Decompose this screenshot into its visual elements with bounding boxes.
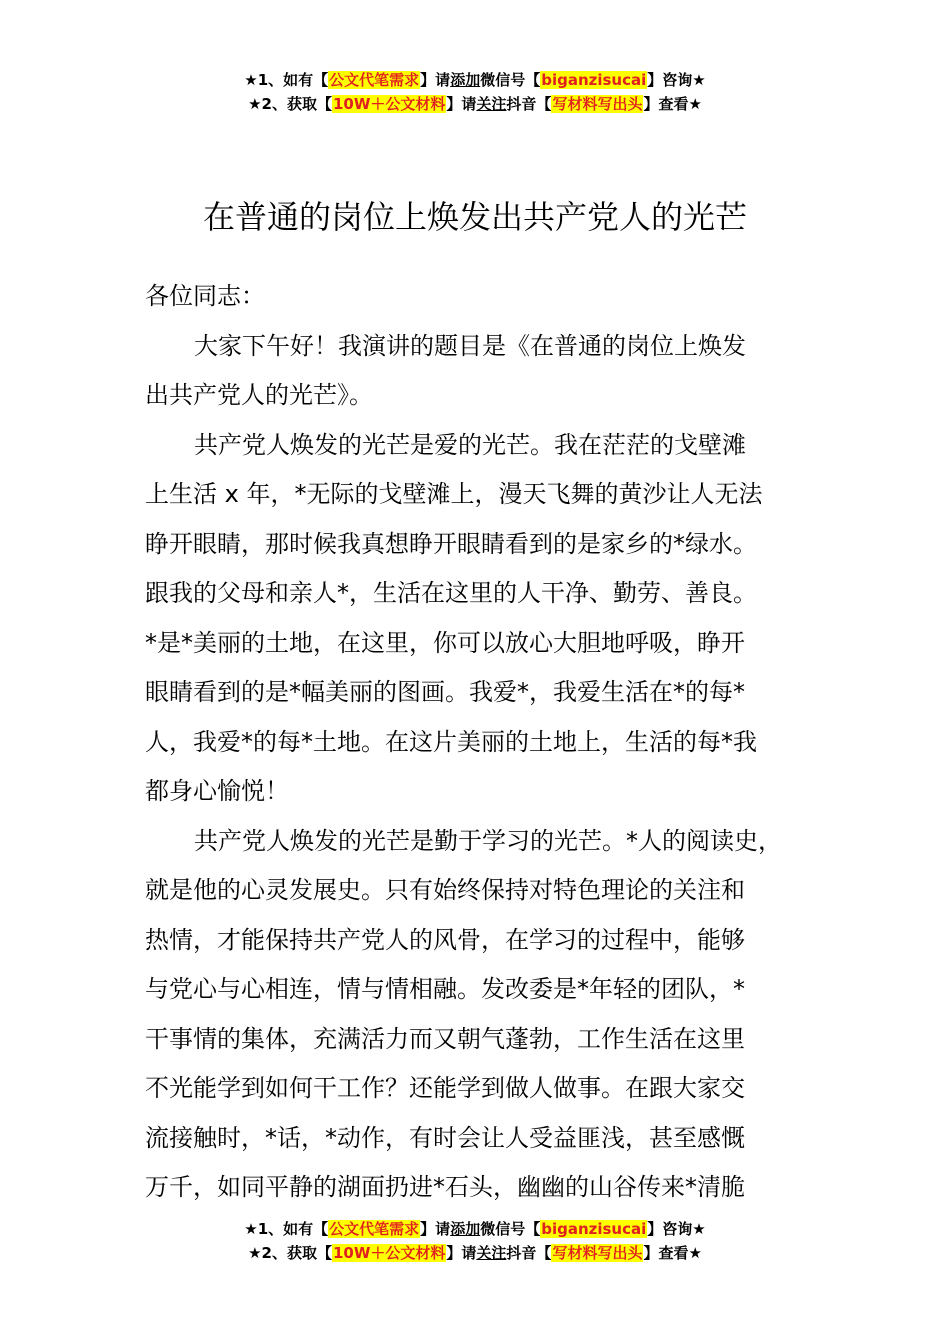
paragraph-line: 出共产党人的光芒》。	[145, 381, 373, 409]
paragraph-line: 万千，如同平静的湖面扔进*石头，幽幽的山谷传来*清脆	[145, 1173, 745, 1201]
promo-line-2	[0, 1241, 950, 1265]
promo-highlight: 写材料写出头	[552, 1244, 643, 1262]
paragraph-line: 人，我爱*的每*土地。在这片美丽的土地上，生活的每*我	[145, 727, 757, 756]
paragraph-line: 跟我的父母和亲人*，生活在这里的人干净、勤劳、善良。	[145, 579, 757, 607]
promo-text: 抖音【	[506, 1244, 552, 1262]
paragraph-line: *是*美丽的土地，在这里，你可以放心大胆地呼吸，睁开	[145, 628, 745, 657]
promo-underlined-text: 添加	[450, 71, 481, 89]
promo-highlight: biganzisucai	[541, 71, 647, 89]
promo-text: 】请	[420, 71, 451, 89]
paragraph-line: 与党心与心相连，情与情相融。发改委是*年轻的团队，*	[145, 975, 745, 1003]
promo-line-2	[0, 92, 950, 116]
promo-highlight: 公文代笔需求	[329, 1220, 420, 1238]
promo-underlined-text: 关注	[476, 95, 507, 113]
paragraph-line: 流接触时，*话，*动作，有时会让人受益匪浅，甚至感慨	[145, 1123, 745, 1152]
promo-text: 】查看★	[643, 95, 702, 113]
promo-text: ★1、如有【	[244, 1220, 329, 1238]
header-promo-banner	[0, 68, 950, 116]
promo-text: 】咨询★	[647, 71, 706, 89]
paragraph-line: 睁开眼睛，那时候我真想睁开眼睛看到的是家乡的*绿水。	[145, 529, 757, 558]
promo-text: 微信号【	[480, 1220, 541, 1238]
promo-text: 】请	[420, 1220, 451, 1238]
promo-text: 】查看★	[643, 1244, 702, 1262]
promo-highlight: 10W＋公文材料	[332, 1244, 446, 1262]
promo-highlight: 10W＋公文材料	[332, 95, 446, 113]
promo-text: 抖音【	[506, 95, 552, 113]
promo-text: ★1、如有【	[244, 71, 329, 89]
promo-highlight: 公文代笔需求	[329, 71, 420, 89]
salutation: 各位同志：	[145, 282, 265, 310]
paragraph-line: 就是他的心灵发展史。只有始终保持对特色理论的关注和	[145, 876, 745, 904]
promo-line-1	[0, 68, 950, 92]
promo-underlined-text: 添加	[450, 1220, 481, 1238]
promo-text: 】咨询★	[647, 1220, 706, 1238]
document-body	[145, 272, 835, 1213]
paragraph-line: 共产党人焕发的光芒是勤于学习的光芒。*人的阅读史，	[194, 826, 782, 855]
paragraph-line: 眼睛看到的是*幅美丽的图画。我爱*，我爱生活在*的每*	[145, 678, 745, 706]
promo-text: 微信号【	[480, 71, 541, 89]
paragraph-line: 大家下午好！我演讲的题目是《在普通的岗位上焕发	[194, 331, 746, 360]
paragraph-line: 热情，才能保持共产党人的风骨，在学习的过程中，能够	[145, 925, 745, 954]
paragraph-line: 不光能学到如何干工作？还能学到做人做事。在跟大家交	[145, 1074, 745, 1102]
promo-underlined-text: 关注	[476, 1244, 507, 1262]
promo-text: 】请	[446, 1244, 477, 1262]
promo-line-1	[0, 1217, 950, 1241]
promo-highlight: 写材料写出头	[552, 95, 643, 113]
footer-promo-banner	[0, 1217, 950, 1265]
promo-text: ★2、获取【	[248, 1244, 332, 1262]
paragraph-line: 共产党人焕发的光芒是爱的光芒。我在茫茫的戈壁滩	[194, 430, 746, 459]
promo-text: ★2、获取【	[248, 95, 332, 113]
paragraph-line: 上生活 x 年，*无际的戈壁滩上，漫天飞舞的黄沙让人无法	[145, 480, 763, 508]
promo-highlight: biganzisucai	[541, 1220, 647, 1238]
document-title: 在普通的岗位上焕发出共产党人的光芒	[202, 198, 747, 237]
paragraph-line: 都身心愉悦！	[145, 777, 289, 805]
paragraph-line: 干事情的集体，充满活力而又朝气蓬勃，工作生活在这里	[145, 1024, 745, 1053]
promo-text: 】请	[446, 95, 477, 113]
